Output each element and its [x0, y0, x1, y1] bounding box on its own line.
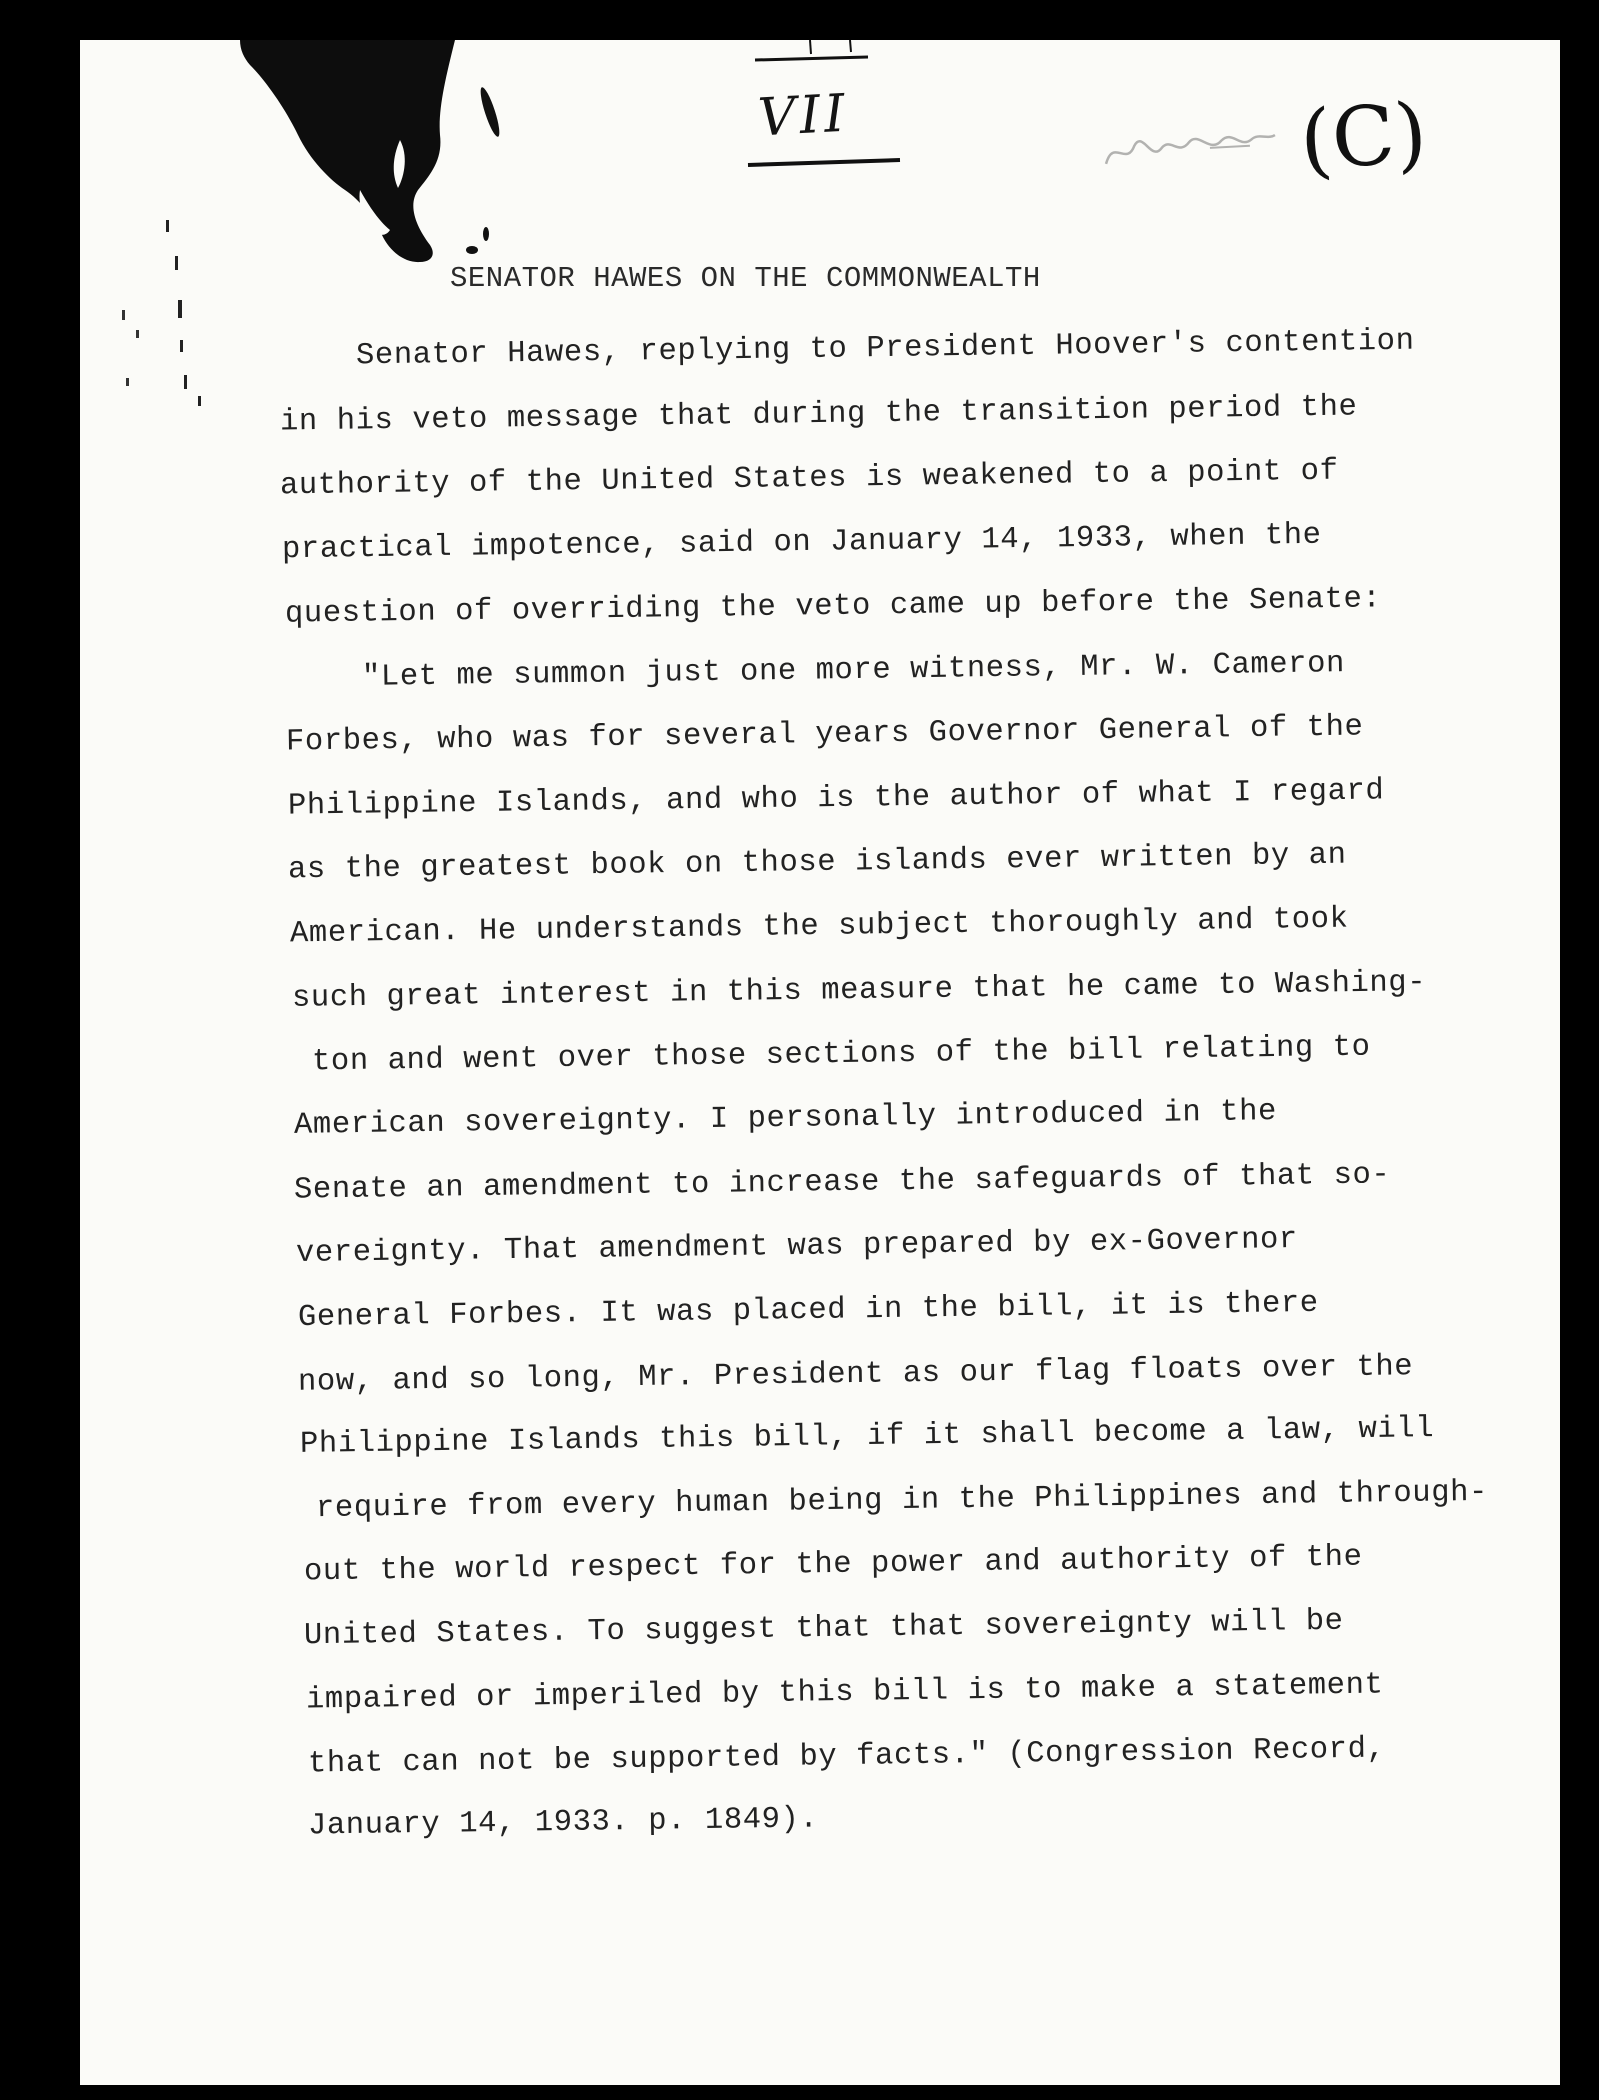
body-line: American. He understands the subject thoroughly and took [289, 902, 1349, 952]
body-line: that can not be supported by facts." (Congression Record, [307, 1732, 1386, 1782]
body-line: Senator Hawes, replying to President Hoover's contention [355, 324, 1415, 374]
body-line: vereignty. That amendment was prepared by ex-Governor [295, 1223, 1299, 1271]
note-letter: (C) [1296, 85, 1430, 190]
body-line: American sovereignty. I personally introduced in the [293, 1095, 1278, 1143]
body-line: practical impotence, said on January 14, 1933, when the [281, 518, 1322, 568]
handwritten-note [1010, 85, 1490, 200]
body-line: ton and went over those sections of the bill relating to [311, 1030, 1371, 1080]
body-line: Philippine Islands, and who is the author of what I regard [287, 774, 1385, 824]
body-line: question of overriding the veto came up before the Senate: [284, 582, 1382, 632]
handwritten-numeral [640, 40, 1020, 190]
document-page [80, 40, 1560, 2085]
body-line: United States. To suggest that that sovereignty will be [303, 1604, 1344, 1654]
body-line: in his veto message that during the transition period the [279, 390, 1358, 440]
body-line: require from every human being in the Philippines and through- [315, 1475, 1489, 1527]
body-line: January 14, 1933. p. 1849). [307, 1802, 819, 1844]
body-line: now, and so long, Mr. President as our flag floats over the [297, 1350, 1414, 1400]
body-line: Senate an amendment to increase the safeguards of that so- [293, 1158, 1391, 1208]
document-title: SENATOR HAWES ON THE COMMONWEALTH [450, 262, 1041, 295]
body-line: impaired or imperiled by this bill is to make a statement [305, 1668, 1384, 1718]
body-line: such great interest in this measure that he came to Washing- [291, 966, 1427, 1016]
body-line: as the greatest book on those islands ever written by an [287, 838, 1347, 888]
body-line: General Forbes. It was placed in the bill, it is there [297, 1286, 1319, 1336]
note-scrawl-signature [1097, 111, 1282, 188]
body-line: authority of the United States is weakened to a point of [279, 454, 1339, 504]
numeral-text: VII [756, 83, 851, 149]
margin-marks [80, 160, 240, 420]
body-line: Forbes, who was for several years Governor General of the [285, 710, 1364, 760]
body-line: out the world respect for the power and authority of the [303, 1540, 1363, 1590]
ink-blot [240, 40, 500, 280]
body-line: Philippine Islands this bill, if it shall become a law, will [299, 1412, 1435, 1462]
body-line: "Let me summon just one more witness, Mr. W. Cameron [361, 647, 1346, 695]
